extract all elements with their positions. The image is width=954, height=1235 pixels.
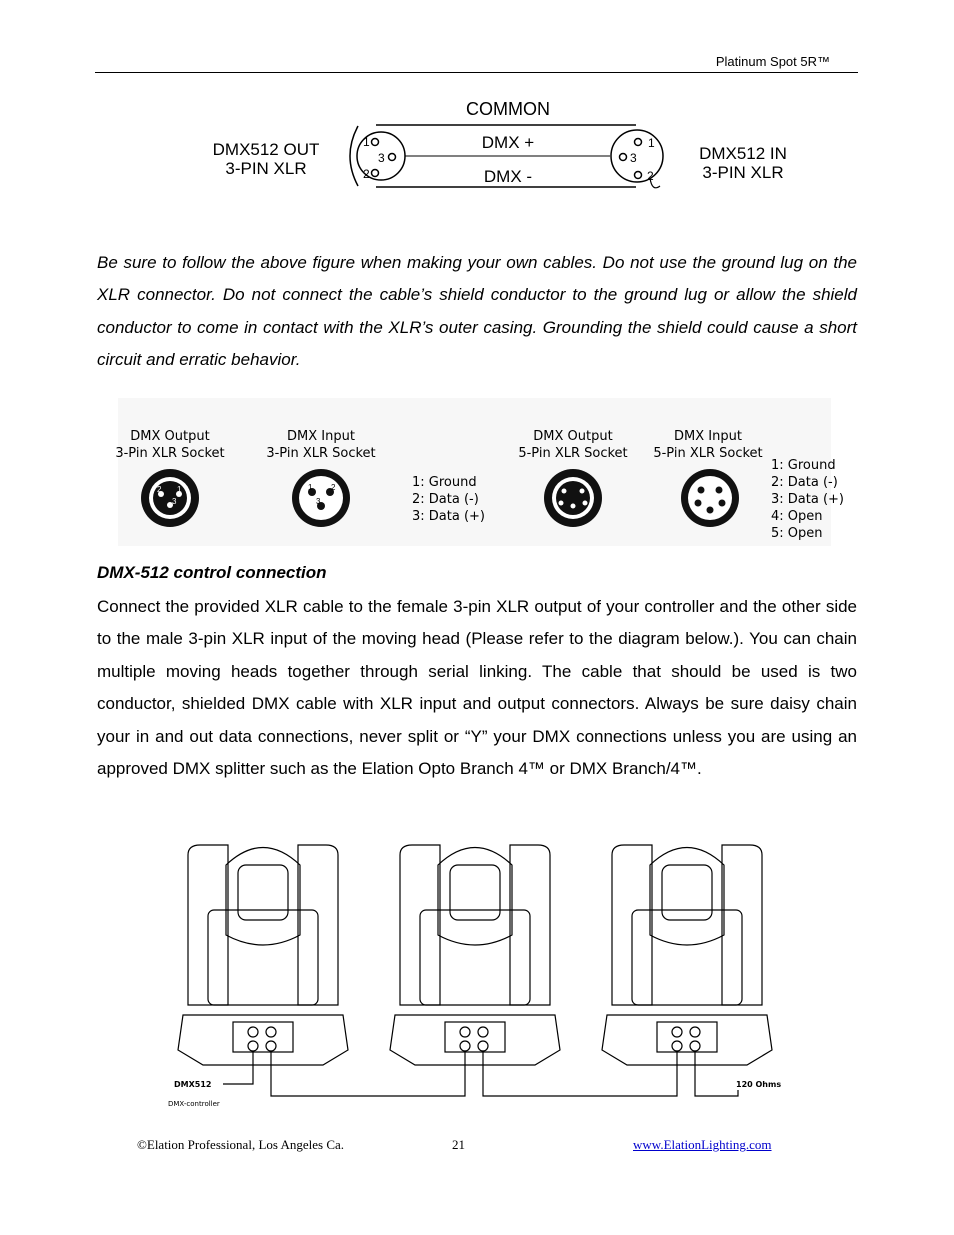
label-dmx-controller: DMX-controller: [168, 1100, 220, 1108]
socket-in5-icon: [681, 469, 739, 527]
moving-head-fixture: [390, 845, 560, 1065]
xlr-in-connector: [611, 130, 663, 182]
cable-link-2: [483, 1051, 677, 1096]
page-header-title: Platinum Spot 5R™: [715, 54, 830, 69]
label-out-line1: DMX512 OUT: [212, 140, 320, 159]
svg-text:3: 3: [172, 497, 177, 506]
label-dmx-minus: DMX -: [483, 167, 533, 186]
socket-in3-icon: [292, 469, 350, 527]
svg-text:2: 2: [363, 167, 370, 181]
socket-in5-label: DMX Input 5-Pin XLR Socket: [653, 429, 763, 461]
label-120-ohms: 120 Ohms: [736, 1080, 782, 1089]
label-out-line2: 3-PIN XLR: [225, 159, 307, 178]
svg-text:2: 2: [157, 485, 162, 494]
svg-text:3: 3: [316, 497, 321, 506]
svg-text:1: 1: [648, 136, 655, 150]
footer-copyright: ©Elation Professional, Los Angeles Ca.: [137, 1137, 345, 1152]
svg-text:1: 1: [177, 485, 182, 494]
label-in-line2: 3-PIN XLR: [702, 163, 784, 182]
svg-text:3: 3: [630, 151, 637, 165]
socket-out3-label: DMX Output 3-Pin XLR Socket: [115, 429, 225, 461]
moving-head-fixture: [178, 845, 348, 1065]
svg-text:1: 1: [363, 135, 370, 149]
svg-text:3: 3: [378, 151, 385, 165]
header-divider: [95, 72, 858, 73]
label-common: COMMON: [466, 99, 550, 119]
socket-out5-icon: [544, 469, 602, 527]
label-in-line1: DMX512 IN: [699, 144, 787, 163]
footer-page-number: 21: [452, 1137, 465, 1152]
warning-paragraph: Be sure to follow the above figure when making your own cables. Do not use the ground lug on the XLR connector. Do not connect the cable’s shield conductor to the ground lug or allow the shield conductor to come in contact with the XLR’s outer casing. Grounding the shield could cause a short circuit and erratic behavior.: [97, 253, 857, 370]
socket-out3-icon: [141, 469, 199, 527]
svg-text:1: 1: [308, 483, 313, 492]
label-dmx512: DMX512: [174, 1080, 212, 1089]
section-body: Connect the provided XLR cable to the female 3-pin XLR output of your controller and the other side to the male 3-pin XLR input of the moving head (Please refer to the diagram below.). You can chain multiple moving heads together through serial linking. The cable that should be used is two conductor, shielded DMX cable with XLR input and output connectors. Always be sure daisy chain your in and out data connections, never split or “Y” your DMX connections unless you are using an approved DMX splitter such as the Elation Opto Branch 4™ or DMX Branch/4™.: [97, 597, 857, 779]
xlr-cable-diagram: [200, 92, 800, 202]
footer-website-link[interactable]: www.ElationLighting.com: [633, 1137, 772, 1152]
footer-website-wrap: [633, 1137, 772, 1153]
cable-controller: [223, 1051, 253, 1084]
pin-list-3pin: 1: Ground 2: Data (-) 3: Data (+): [412, 475, 485, 524]
socket-in3-label: DMX Input 3-Pin XLR Socket: [266, 429, 376, 461]
moving-head-fixture: [602, 845, 772, 1065]
svg-text:2: 2: [331, 483, 336, 492]
pin-list-5pin: 1: Ground 2: Data (-) 3: Data (+) 4: Open 5: Open: [771, 458, 844, 541]
socket-out5-label: DMX Output 5-Pin XLR Socket: [518, 429, 628, 461]
svg-text:2: 2: [647, 169, 654, 183]
dmx-chain-diagram: [168, 840, 788, 1112]
cable-link-1: [271, 1051, 465, 1096]
cable-terminator: [695, 1051, 738, 1096]
section-heading: DMX-512 control connection: [97, 563, 327, 582]
label-dmx-plus: DMX +: [481, 133, 535, 152]
